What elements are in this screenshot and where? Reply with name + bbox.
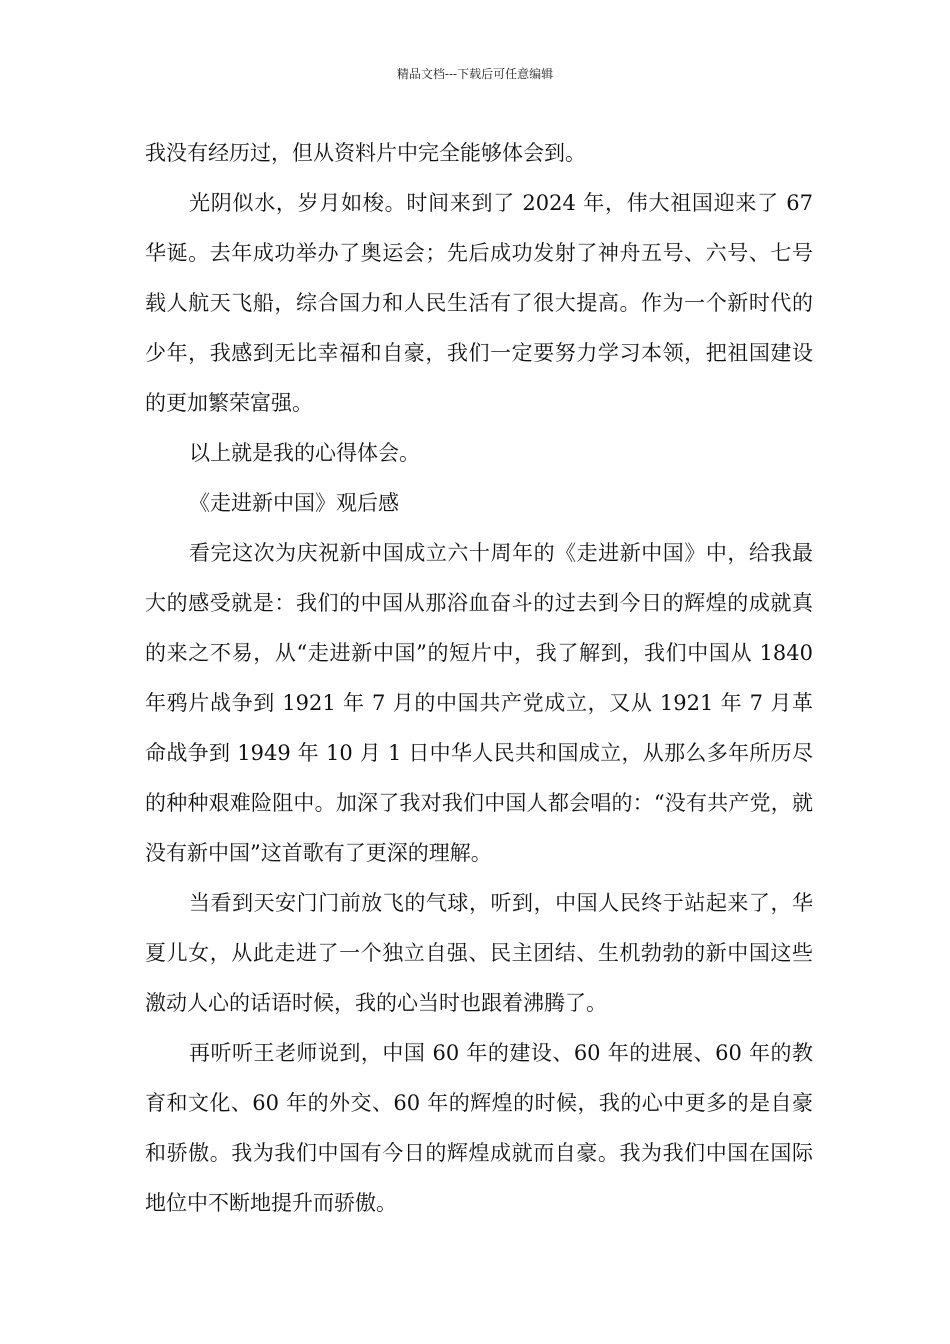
paragraph: 看完这次为庆祝新中国成立六十周年的《走进新中国》中，给我最大的感受就是：我们的中国从那浴血奋斗的过去到今日的辉煌的成就真的来之不易，从“走进新中国”的短片中，我了解到，我们中国从 1840 年鸦片战争到 1921 年 7 月的中国共产党成立，又从 1921 年 7 月革命战争到 1949 年 10 月 1 日中华人民共和国成立，从那么多年所历尽的种种艰难险阻中。加深了我对我们中国人都会唱的：“没有共产党，就没有新中国”这首歌有了更深的理解。 <box>145 541 813 865</box>
paragraph: 我没有经历过，但从资料片中完全能够体会到。 <box>145 141 586 165</box>
paragraph: 以上就是我的心得体会。 <box>189 441 420 465</box>
section-title: 《走进新中国》观后感 <box>189 491 399 515</box>
page-header: 精品文档---下载后可任意编辑 <box>396 67 554 81</box>
paragraph: 光阴似水，岁月如梭。时间来到了 2024 年，伟大祖国迎来了 67 华诞。去年成功举办了奥运会；先后成功发射了神舟五号、六号、七号载人航天飞船，综合国力和人民生活有了很大提高。作为一个新时代的少年，我感到无比幸福和自豪，我们一定要努力学习本领，把祖国建设的更加繁荣富强。 <box>145 191 813 415</box>
paragraph: 当看到天安门门前放飞的气球，听到，中国人民终于站起来了，华夏儿女，从此走进了一个独立自强、民主团结、生机勃勃的新中国这些激动人心的话语时候，我的心当时也跟着沸腾了。 <box>145 891 813 1015</box>
document-body <box>145 128 813 1228</box>
paragraph: 再听听王老师说到，中国 60 年的建设、60 年的进展、60 年的教育和文化、60 年的外交、60 年的辉煌的时候，我的心中更多的是自豪和骄傲。我为我们中国有今日的辉煌成就而自豪。我为我们中国在国际地位中不断地提升而骄傲。 <box>145 1041 813 1215</box>
